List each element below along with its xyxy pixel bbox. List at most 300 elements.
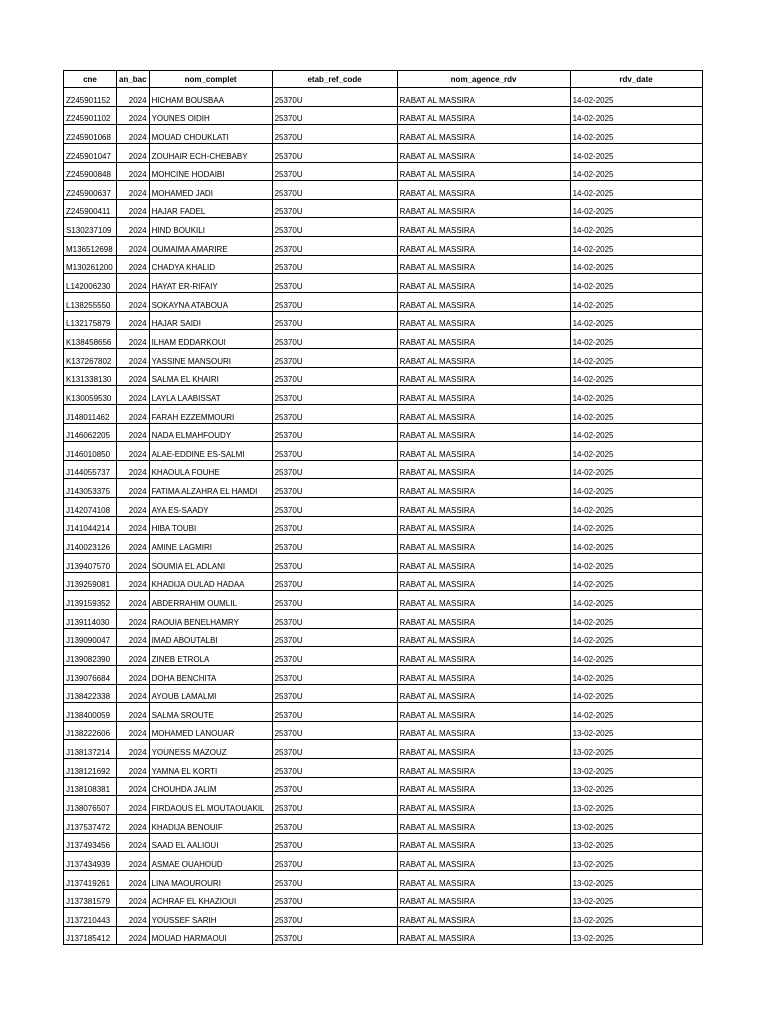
etab-ref-code-cell: 25370U bbox=[272, 274, 397, 293]
rdv-date-cell: 14-02-2025 bbox=[570, 665, 702, 684]
rdv-date-cell: 14-02-2025 bbox=[570, 125, 702, 144]
etab-ref-code-cell: 25370U bbox=[272, 684, 397, 703]
cne-cell: J137381579 bbox=[64, 889, 117, 908]
nom-agence-rdv-cell: RABAT AL MASSIRA bbox=[397, 125, 570, 144]
an-bac-cell: 2024 bbox=[117, 852, 150, 871]
cne-cell: J143053375 bbox=[64, 479, 117, 498]
cne-cell: K130059530 bbox=[64, 386, 117, 405]
an-bac-cell: 2024 bbox=[117, 703, 150, 722]
table-row bbox=[64, 572, 703, 591]
table-row bbox=[64, 199, 703, 218]
table-row bbox=[64, 498, 703, 517]
etab-ref-code-cell: 25370U bbox=[272, 162, 397, 181]
cne-cell: J139114030 bbox=[64, 609, 117, 628]
column-header-nom-complet: nom_complet bbox=[149, 71, 272, 88]
nom-complet-cell: CHADYA KHALID bbox=[149, 255, 272, 274]
etab-ref-code-cell: 25370U bbox=[272, 703, 397, 722]
table-row bbox=[64, 367, 703, 386]
rdv-date-cell: 14-02-2025 bbox=[570, 348, 702, 367]
rdv-date-cell: 13-02-2025 bbox=[570, 777, 702, 796]
etab-ref-code-cell: 25370U bbox=[272, 759, 397, 778]
cne-cell: J146062205 bbox=[64, 423, 117, 442]
an-bac-cell: 2024 bbox=[117, 88, 150, 107]
cne-cell: K131338130 bbox=[64, 367, 117, 386]
nom-agence-rdv-cell: RABAT AL MASSIRA bbox=[397, 218, 570, 237]
cne-cell: J142074108 bbox=[64, 498, 117, 517]
table-row bbox=[64, 833, 703, 852]
an-bac-cell: 2024 bbox=[117, 814, 150, 833]
nom-complet-cell: LINA MAOUROURI bbox=[149, 870, 272, 889]
table-row bbox=[64, 535, 703, 554]
etab-ref-code-cell: 25370U bbox=[272, 423, 397, 442]
table-row bbox=[64, 311, 703, 330]
table-row bbox=[64, 684, 703, 703]
rdv-date-cell: 14-02-2025 bbox=[570, 237, 702, 256]
nom-agence-rdv-cell: RABAT AL MASSIRA bbox=[397, 404, 570, 423]
an-bac-cell: 2024 bbox=[117, 572, 150, 591]
nom-agence-rdv-cell: RABAT AL MASSIRA bbox=[397, 162, 570, 181]
nom-complet-cell: ZINEB ETROLA bbox=[149, 647, 272, 666]
etab-ref-code-cell: 25370U bbox=[272, 721, 397, 740]
an-bac-cell: 2024 bbox=[117, 796, 150, 815]
cne-cell: J137493456 bbox=[64, 833, 117, 852]
rdv-date-cell: 14-02-2025 bbox=[570, 479, 702, 498]
nom-agence-rdv-cell: RABAT AL MASSIRA bbox=[397, 423, 570, 442]
an-bac-cell: 2024 bbox=[117, 125, 150, 144]
etab-ref-code-cell: 25370U bbox=[272, 293, 397, 312]
cne-cell: J140023126 bbox=[64, 535, 117, 554]
etab-ref-code-cell: 25370U bbox=[272, 870, 397, 889]
table-row bbox=[64, 889, 703, 908]
cne-cell: L132175879 bbox=[64, 311, 117, 330]
rdv-date-cell: 14-02-2025 bbox=[570, 572, 702, 591]
rdv-date-cell: 14-02-2025 bbox=[570, 162, 702, 181]
table-row bbox=[64, 926, 703, 945]
cne-cell: Z245900637 bbox=[64, 181, 117, 200]
nom-complet-cell: IMAD ABOUTALBI bbox=[149, 628, 272, 647]
cne-cell: Z245901068 bbox=[64, 125, 117, 144]
etab-ref-code-cell: 25370U bbox=[272, 908, 397, 927]
rdv-date-cell: 13-02-2025 bbox=[570, 926, 702, 945]
rdv-date-cell: 14-02-2025 bbox=[570, 535, 702, 554]
nom-agence-rdv-cell: RABAT AL MASSIRA bbox=[397, 199, 570, 218]
cne-cell: S130237109 bbox=[64, 218, 117, 237]
cne-cell: J139159352 bbox=[64, 591, 117, 610]
table-row bbox=[64, 386, 703, 405]
cne-cell: L142006230 bbox=[64, 274, 117, 293]
table-row bbox=[64, 181, 703, 200]
rdv-date-cell: 14-02-2025 bbox=[570, 218, 702, 237]
an-bac-cell: 2024 bbox=[117, 237, 150, 256]
etab-ref-code-cell: 25370U bbox=[272, 591, 397, 610]
nom-agence-rdv-cell: RABAT AL MASSIRA bbox=[397, 516, 570, 535]
cne-cell: J139259081 bbox=[64, 572, 117, 591]
nom-agence-rdv-cell: RABAT AL MASSIRA bbox=[397, 460, 570, 479]
etab-ref-code-cell: 25370U bbox=[272, 926, 397, 945]
cne-cell: J138121692 bbox=[64, 759, 117, 778]
etab-ref-code-cell: 25370U bbox=[272, 311, 397, 330]
an-bac-cell: 2024 bbox=[117, 777, 150, 796]
rdv-date-cell: 14-02-2025 bbox=[570, 684, 702, 703]
etab-ref-code-cell: 25370U bbox=[272, 498, 397, 517]
nom-complet-cell: OUMAIMA AMARIRE bbox=[149, 237, 272, 256]
nom-complet-cell: ALAE-EDDINE ES-SALMI bbox=[149, 442, 272, 461]
nom-complet-cell: MOUAD HARMAOUI bbox=[149, 926, 272, 945]
table-row bbox=[64, 143, 703, 162]
cne-cell: J138137214 bbox=[64, 740, 117, 759]
nom-agence-rdv-cell: RABAT AL MASSIRA bbox=[397, 572, 570, 591]
cne-cell: Z245901102 bbox=[64, 106, 117, 125]
an-bac-cell: 2024 bbox=[117, 348, 150, 367]
an-bac-cell: 2024 bbox=[117, 889, 150, 908]
nom-complet-cell: YAMNA EL KORTI bbox=[149, 759, 272, 778]
cne-cell: M136512698 bbox=[64, 237, 117, 256]
an-bac-cell: 2024 bbox=[117, 460, 150, 479]
an-bac-cell: 2024 bbox=[117, 181, 150, 200]
cne-cell: J138076507 bbox=[64, 796, 117, 815]
cne-cell: J137185412 bbox=[64, 926, 117, 945]
etab-ref-code-cell: 25370U bbox=[272, 740, 397, 759]
rdv-date-cell: 14-02-2025 bbox=[570, 498, 702, 517]
cne-cell: L138255550 bbox=[64, 293, 117, 312]
etab-ref-code-cell: 25370U bbox=[272, 367, 397, 386]
rdv-date-cell: 13-02-2025 bbox=[570, 721, 702, 740]
an-bac-cell: 2024 bbox=[117, 311, 150, 330]
an-bac-cell: 2024 bbox=[117, 106, 150, 125]
table-row bbox=[64, 796, 703, 815]
etab-ref-code-cell: 25370U bbox=[272, 665, 397, 684]
an-bac-cell: 2024 bbox=[117, 442, 150, 461]
nom-agence-rdv-cell: RABAT AL MASSIRA bbox=[397, 684, 570, 703]
rdv-date-cell: 14-02-2025 bbox=[570, 423, 702, 442]
an-bac-cell: 2024 bbox=[117, 870, 150, 889]
nom-complet-cell: CHOUHDA JALIM bbox=[149, 777, 272, 796]
rdv-date-cell: 13-02-2025 bbox=[570, 740, 702, 759]
table-row bbox=[64, 479, 703, 498]
an-bac-cell: 2024 bbox=[117, 162, 150, 181]
etab-ref-code-cell: 25370U bbox=[272, 255, 397, 274]
table-row bbox=[64, 777, 703, 796]
rdv-date-cell: 13-02-2025 bbox=[570, 796, 702, 815]
cne-cell: J137537472 bbox=[64, 814, 117, 833]
etab-ref-code-cell: 25370U bbox=[272, 106, 397, 125]
nom-agence-rdv-cell: RABAT AL MASSIRA bbox=[397, 740, 570, 759]
nom-agence-rdv-cell: RABAT AL MASSIRA bbox=[397, 889, 570, 908]
nom-agence-rdv-cell: RABAT AL MASSIRA bbox=[397, 88, 570, 107]
nom-agence-rdv-cell: RABAT AL MASSIRA bbox=[397, 703, 570, 722]
nom-agence-rdv-cell: RABAT AL MASSIRA bbox=[397, 647, 570, 666]
table-row bbox=[64, 908, 703, 927]
nom-complet-cell: KHADIJA OULAD HADAA bbox=[149, 572, 272, 591]
table-row bbox=[64, 404, 703, 423]
an-bac-cell: 2024 bbox=[117, 218, 150, 237]
column-header-rdv-date: rdv_date bbox=[570, 71, 702, 88]
table-row bbox=[64, 460, 703, 479]
etab-ref-code-cell: 25370U bbox=[272, 647, 397, 666]
etab-ref-code-cell: 25370U bbox=[272, 609, 397, 628]
rdv-date-cell: 14-02-2025 bbox=[570, 88, 702, 107]
etab-ref-code-cell: 25370U bbox=[272, 777, 397, 796]
cne-cell: J137419261 bbox=[64, 870, 117, 889]
column-header-etab-ref-code: etab_ref_code bbox=[272, 71, 397, 88]
etab-ref-code-cell: 25370U bbox=[272, 237, 397, 256]
an-bac-cell: 2024 bbox=[117, 535, 150, 554]
nom-agence-rdv-cell: RABAT AL MASSIRA bbox=[397, 293, 570, 312]
nom-agence-rdv-cell: RABAT AL MASSIRA bbox=[397, 814, 570, 833]
table-row bbox=[64, 237, 703, 256]
cne-cell: J146010850 bbox=[64, 442, 117, 461]
table-row bbox=[64, 162, 703, 181]
table-row bbox=[64, 628, 703, 647]
nom-agence-rdv-cell: RABAT AL MASSIRA bbox=[397, 143, 570, 162]
nom-complet-cell: AMINE LAGMIRI bbox=[149, 535, 272, 554]
an-bac-cell: 2024 bbox=[117, 516, 150, 535]
nom-complet-cell: MOHAMED JADI bbox=[149, 181, 272, 200]
nom-complet-cell: SOUMIA EL ADLANI bbox=[149, 554, 272, 573]
etab-ref-code-cell: 25370U bbox=[272, 125, 397, 144]
nom-complet-cell: ABDERRAHIM OUMLIL bbox=[149, 591, 272, 610]
rdv-date-cell: 14-02-2025 bbox=[570, 516, 702, 535]
cne-cell: Z245900411 bbox=[64, 199, 117, 218]
table-row bbox=[64, 609, 703, 628]
an-bac-cell: 2024 bbox=[117, 386, 150, 405]
an-bac-cell: 2024 bbox=[117, 759, 150, 778]
table-row bbox=[64, 293, 703, 312]
column-header-nom-agence-rdv: nom_agence_rdv bbox=[397, 71, 570, 88]
etab-ref-code-cell: 25370U bbox=[272, 404, 397, 423]
cne-cell: J141044214 bbox=[64, 516, 117, 535]
nom-agence-rdv-cell: RABAT AL MASSIRA bbox=[397, 833, 570, 852]
nom-agence-rdv-cell: RABAT AL MASSIRA bbox=[397, 237, 570, 256]
etab-ref-code-cell: 25370U bbox=[272, 479, 397, 498]
rdv-date-cell: 14-02-2025 bbox=[570, 404, 702, 423]
an-bac-cell: 2024 bbox=[117, 721, 150, 740]
etab-ref-code-cell: 25370U bbox=[272, 143, 397, 162]
nom-agence-rdv-cell: RABAT AL MASSIRA bbox=[397, 348, 570, 367]
rdv-date-cell: 13-02-2025 bbox=[570, 908, 702, 927]
cne-cell: J139090047 bbox=[64, 628, 117, 647]
etab-ref-code-cell: 25370U bbox=[272, 199, 397, 218]
table-row bbox=[64, 423, 703, 442]
cne-cell: J137434939 bbox=[64, 852, 117, 871]
an-bac-cell: 2024 bbox=[117, 740, 150, 759]
nom-complet-cell: KHAOULA FOUHE bbox=[149, 460, 272, 479]
nom-agence-rdv-cell: RABAT AL MASSIRA bbox=[397, 255, 570, 274]
an-bac-cell: 2024 bbox=[117, 274, 150, 293]
table-header bbox=[64, 71, 703, 88]
rdv-date-cell: 14-02-2025 bbox=[570, 386, 702, 405]
rdv-date-cell: 14-02-2025 bbox=[570, 274, 702, 293]
nom-complet-cell: SOKAYNA ATABOUA bbox=[149, 293, 272, 312]
nom-complet-cell: YOUNES OIDIH bbox=[149, 106, 272, 125]
data-table bbox=[63, 70, 703, 945]
etab-ref-code-cell: 25370U bbox=[272, 852, 397, 871]
an-bac-cell: 2024 bbox=[117, 255, 150, 274]
nom-complet-cell: KHADIJA BENOUIF bbox=[149, 814, 272, 833]
cne-cell: J138108381 bbox=[64, 777, 117, 796]
nom-complet-cell: YASSINE MANSOURI bbox=[149, 348, 272, 367]
nom-complet-cell: MOHCINE HODAIBI bbox=[149, 162, 272, 181]
table-row bbox=[64, 218, 703, 237]
etab-ref-code-cell: 25370U bbox=[272, 218, 397, 237]
nom-complet-cell: DOHA BENCHITA bbox=[149, 665, 272, 684]
nom-agence-rdv-cell: RABAT AL MASSIRA bbox=[397, 665, 570, 684]
etab-ref-code-cell: 25370U bbox=[272, 796, 397, 815]
nom-complet-cell: HICHAM BOUSBAA bbox=[149, 88, 272, 107]
nom-agence-rdv-cell: RABAT AL MASSIRA bbox=[397, 274, 570, 293]
table-row bbox=[64, 554, 703, 573]
rdv-date-cell: 14-02-2025 bbox=[570, 647, 702, 666]
nom-complet-cell: RAOUIA BENELHAMRY bbox=[149, 609, 272, 628]
cne-cell: Z245901047 bbox=[64, 143, 117, 162]
rdv-date-cell: 14-02-2025 bbox=[570, 554, 702, 573]
nom-complet-cell: AYA ES-SAADY bbox=[149, 498, 272, 517]
nom-agence-rdv-cell: RABAT AL MASSIRA bbox=[397, 498, 570, 517]
table-row bbox=[64, 255, 703, 274]
rdv-date-cell: 13-02-2025 bbox=[570, 870, 702, 889]
nom-complet-cell: LAYLA LAABISSAT bbox=[149, 386, 272, 405]
an-bac-cell: 2024 bbox=[117, 665, 150, 684]
cne-cell: J137210443 bbox=[64, 908, 117, 927]
nom-agence-rdv-cell: RABAT AL MASSIRA bbox=[397, 106, 570, 125]
etab-ref-code-cell: 25370U bbox=[272, 442, 397, 461]
nom-complet-cell: HIND BOUKILI bbox=[149, 218, 272, 237]
rdv-date-cell: 14-02-2025 bbox=[570, 143, 702, 162]
nom-agence-rdv-cell: RABAT AL MASSIRA bbox=[397, 908, 570, 927]
rdv-date-cell: 14-02-2025 bbox=[570, 311, 702, 330]
nom-complet-cell: MOUAD CHOUKLATI bbox=[149, 125, 272, 144]
nom-agence-rdv-cell: RABAT AL MASSIRA bbox=[397, 330, 570, 349]
rdv-date-cell: 13-02-2025 bbox=[570, 759, 702, 778]
rdv-date-cell: 14-02-2025 bbox=[570, 293, 702, 312]
nom-agence-rdv-cell: RABAT AL MASSIRA bbox=[397, 442, 570, 461]
table-row bbox=[64, 591, 703, 610]
nom-complet-cell: ILHAM EDDARKOUI bbox=[149, 330, 272, 349]
etab-ref-code-cell: 25370U bbox=[272, 814, 397, 833]
etab-ref-code-cell: 25370U bbox=[272, 628, 397, 647]
nom-complet-cell: SALMA SROUTE bbox=[149, 703, 272, 722]
rdv-date-cell: 14-02-2025 bbox=[570, 106, 702, 125]
cne-cell: Z245901152 bbox=[64, 88, 117, 107]
etab-ref-code-cell: 25370U bbox=[272, 330, 397, 349]
table-row bbox=[64, 88, 703, 107]
rdv-date-cell: 14-02-2025 bbox=[570, 703, 702, 722]
an-bac-cell: 2024 bbox=[117, 628, 150, 647]
nom-complet-cell: YOUNESS MAZOUZ bbox=[149, 740, 272, 759]
nom-complet-cell: SALMA EL KHAIRI bbox=[149, 367, 272, 386]
etab-ref-code-cell: 25370U bbox=[272, 889, 397, 908]
etab-ref-code-cell: 25370U bbox=[272, 572, 397, 591]
column-header-cne: cne bbox=[64, 71, 117, 88]
etab-ref-code-cell: 25370U bbox=[272, 833, 397, 852]
table-row bbox=[64, 125, 703, 144]
an-bac-cell: 2024 bbox=[117, 498, 150, 517]
cne-cell: M130261200 bbox=[64, 255, 117, 274]
cne-cell: J139082390 bbox=[64, 647, 117, 666]
cne-cell: J138422338 bbox=[64, 684, 117, 703]
table-row bbox=[64, 814, 703, 833]
nom-complet-cell: YOUSSEF SARIH bbox=[149, 908, 272, 927]
header-row bbox=[64, 71, 703, 88]
an-bac-cell: 2024 bbox=[117, 293, 150, 312]
etab-ref-code-cell: 25370U bbox=[272, 535, 397, 554]
table-row bbox=[64, 516, 703, 535]
an-bac-cell: 2024 bbox=[117, 591, 150, 610]
nom-complet-cell: HAJAR FADEL bbox=[149, 199, 272, 218]
nom-agence-rdv-cell: RABAT AL MASSIRA bbox=[397, 479, 570, 498]
rdv-date-cell: 13-02-2025 bbox=[570, 833, 702, 852]
etab-ref-code-cell: 25370U bbox=[272, 460, 397, 479]
table-row bbox=[64, 759, 703, 778]
cne-cell: K137267802 bbox=[64, 348, 117, 367]
etab-ref-code-cell: 25370U bbox=[272, 88, 397, 107]
nom-complet-cell: FARAH EZZEMMOURI bbox=[149, 404, 272, 423]
table-row bbox=[64, 721, 703, 740]
nom-agence-rdv-cell: RABAT AL MASSIRA bbox=[397, 386, 570, 405]
cne-cell: J144055737 bbox=[64, 460, 117, 479]
an-bac-cell: 2024 bbox=[117, 647, 150, 666]
rdv-date-cell: 14-02-2025 bbox=[570, 591, 702, 610]
rdv-date-cell: 14-02-2025 bbox=[570, 181, 702, 200]
nom-complet-cell: SAAD EL AALIOUI bbox=[149, 833, 272, 852]
an-bac-cell: 2024 bbox=[117, 833, 150, 852]
nom-complet-cell: AYOUB LAMALMI bbox=[149, 684, 272, 703]
an-bac-cell: 2024 bbox=[117, 330, 150, 349]
cne-cell: J139407570 bbox=[64, 554, 117, 573]
nom-complet-cell: FIRDAOUS EL MOUTAOUAKIL bbox=[149, 796, 272, 815]
rdv-date-cell: 14-02-2025 bbox=[570, 255, 702, 274]
table-row bbox=[64, 106, 703, 125]
cne-cell: J138222606 bbox=[64, 721, 117, 740]
table-body bbox=[64, 88, 703, 945]
cne-cell: J138400059 bbox=[64, 703, 117, 722]
column-header-an-bac: an_bac bbox=[117, 71, 150, 88]
rdv-date-cell: 13-02-2025 bbox=[570, 814, 702, 833]
cne-cell: J139076684 bbox=[64, 665, 117, 684]
nom-agence-rdv-cell: RABAT AL MASSIRA bbox=[397, 796, 570, 815]
etab-ref-code-cell: 25370U bbox=[272, 516, 397, 535]
rdv-date-cell: 14-02-2025 bbox=[570, 628, 702, 647]
nom-agence-rdv-cell: RABAT AL MASSIRA bbox=[397, 367, 570, 386]
rdv-date-cell: 13-02-2025 bbox=[570, 889, 702, 908]
rdv-date-cell: 14-02-2025 bbox=[570, 609, 702, 628]
nom-agence-rdv-cell: RABAT AL MASSIRA bbox=[397, 926, 570, 945]
nom-complet-cell: HAYAT ER-RIFAIY bbox=[149, 274, 272, 293]
nom-complet-cell: FATIMA ALZAHRA EL HAMDI bbox=[149, 479, 272, 498]
nom-complet-cell: HAJAR SAIDI bbox=[149, 311, 272, 330]
rdv-date-cell: 14-02-2025 bbox=[570, 442, 702, 461]
an-bac-cell: 2024 bbox=[117, 926, 150, 945]
an-bac-cell: 2024 bbox=[117, 479, 150, 498]
an-bac-cell: 2024 bbox=[117, 367, 150, 386]
nom-agence-rdv-cell: RABAT AL MASSIRA bbox=[397, 311, 570, 330]
an-bac-cell: 2024 bbox=[117, 143, 150, 162]
cne-cell: K138458656 bbox=[64, 330, 117, 349]
nom-agence-rdv-cell: RABAT AL MASSIRA bbox=[397, 852, 570, 871]
an-bac-cell: 2024 bbox=[117, 199, 150, 218]
etab-ref-code-cell: 25370U bbox=[272, 554, 397, 573]
cne-cell: J148011462 bbox=[64, 404, 117, 423]
nom-agence-rdv-cell: RABAT AL MASSIRA bbox=[397, 554, 570, 573]
an-bac-cell: 2024 bbox=[117, 684, 150, 703]
an-bac-cell: 2024 bbox=[117, 404, 150, 423]
etab-ref-code-cell: 25370U bbox=[272, 181, 397, 200]
nom-complet-cell: MOHAMED LANOUAR bbox=[149, 721, 272, 740]
an-bac-cell: 2024 bbox=[117, 423, 150, 442]
nom-complet-cell: ACHRAF EL KHAZIOUI bbox=[149, 889, 272, 908]
table-row bbox=[64, 647, 703, 666]
nom-complet-cell: ZOUHAIR ECH-CHEBABY bbox=[149, 143, 272, 162]
